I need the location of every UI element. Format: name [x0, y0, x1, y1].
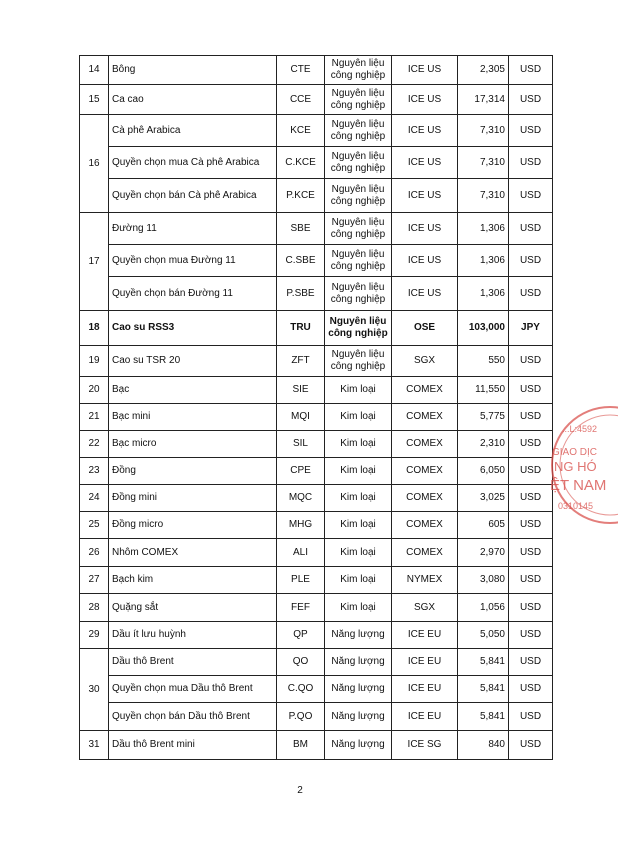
- row-number: 22: [80, 431, 109, 458]
- table-row: [80, 377, 553, 404]
- row-number: 17: [80, 213, 109, 311]
- commodity-group: Nguyên liệu công nghiệp: [325, 85, 392, 115]
- exchange-name: ICE US: [392, 277, 458, 311]
- table-row: [80, 277, 553, 311]
- commodity-code: P.KCE: [277, 179, 325, 213]
- margin-value: 103,000: [458, 311, 509, 346]
- commodity-code: MHG: [277, 512, 325, 539]
- commodity-code: QP: [277, 622, 325, 649]
- commodity-group: Năng lượng: [325, 622, 392, 649]
- commodity-group: Nguyên liệu công nghiệp: [325, 213, 392, 245]
- row-number: 18: [80, 311, 109, 346]
- margin-value: 2,970: [458, 539, 509, 567]
- table-row: [80, 731, 553, 760]
- commodity-group: Nguyên liệu công nghiệp: [325, 245, 392, 277]
- margin-value: 605: [458, 512, 509, 539]
- margin-value: 5,841: [458, 676, 509, 703]
- commodity-code: ZFT: [277, 346, 325, 377]
- commodity-group: Kim loại: [325, 458, 392, 485]
- page-number: 2: [297, 785, 303, 796]
- exchange-name: ICE US: [392, 147, 458, 179]
- commodity-code: KCE: [277, 115, 325, 147]
- row-number: 23: [80, 458, 109, 485]
- commodity-code: C.KCE: [277, 147, 325, 179]
- commodity-group: Kim loại: [325, 377, 392, 404]
- commodity-code: FEF: [277, 594, 325, 622]
- exchange-name: COMEX: [392, 431, 458, 458]
- commodity-group: Năng lượng: [325, 731, 392, 760]
- commodity-code: PLE: [277, 567, 325, 594]
- row-number: 20: [80, 377, 109, 404]
- currency-code: USD: [509, 485, 553, 512]
- exchange-name: COMEX: [392, 404, 458, 431]
- commodity-name: Đường 11: [109, 213, 277, 245]
- row-number: 16: [80, 115, 109, 213]
- currency-code: USD: [509, 539, 553, 567]
- currency-code: USD: [509, 703, 553, 731]
- commodity-code: CTE: [277, 56, 325, 85]
- table-row: [80, 458, 553, 485]
- margin-value: 5,841: [458, 649, 509, 676]
- exchange-name: COMEX: [392, 512, 458, 539]
- commodity-group: Năng lượng: [325, 676, 392, 703]
- commodity-code: C.SBE: [277, 245, 325, 277]
- row-number: 28: [80, 594, 109, 622]
- margin-value: 7,310: [458, 179, 509, 213]
- table-row: [80, 703, 553, 731]
- margin-value: 6,050: [458, 458, 509, 485]
- margin-value: 840: [458, 731, 509, 760]
- row-number: 24: [80, 485, 109, 512]
- table-row: [80, 431, 553, 458]
- margin-value: 17,314: [458, 85, 509, 115]
- currency-code: USD: [509, 213, 553, 245]
- commodity-name: Quyền chọn bán Dầu thô Brent: [109, 703, 277, 731]
- commodity-name: Quyền chọn mua Cà phê Arabica: [109, 147, 277, 179]
- exchange-name: OSE: [392, 311, 458, 346]
- exchange-name: COMEX: [392, 539, 458, 567]
- commodity-name: Quyền chọn mua Đường 11: [109, 245, 277, 277]
- commodity-group: Nguyên liệu công nghiệp: [325, 56, 392, 85]
- exchange-name: ICE US: [392, 85, 458, 115]
- commodity-group: Kim loại: [325, 594, 392, 622]
- currency-code: USD: [509, 431, 553, 458]
- commodity-code: C.QO: [277, 676, 325, 703]
- table-row: [80, 245, 553, 277]
- commodity-name: Quặng sắt: [109, 594, 277, 622]
- exchange-name: ICE SG: [392, 731, 458, 760]
- row-number: 21: [80, 404, 109, 431]
- exchange-name: ICE US: [392, 179, 458, 213]
- exchange-name: SGX: [392, 594, 458, 622]
- commodity-name: Cao su TSR 20: [109, 346, 277, 377]
- exchange-name: ICE EU: [392, 676, 458, 703]
- exchange-name: COMEX: [392, 377, 458, 404]
- commodity-name: Quyền chọn mua Dầu thô Brent: [109, 676, 277, 703]
- commodity-name: Bạc: [109, 377, 277, 404]
- exchange-name: SGX: [392, 346, 458, 377]
- row-number: 29: [80, 622, 109, 649]
- commodity-group: Năng lượng: [325, 649, 392, 676]
- table-row: [80, 311, 553, 346]
- commodity-name: Bông: [109, 56, 277, 85]
- table-row: [80, 512, 553, 539]
- margin-value: 7,310: [458, 147, 509, 179]
- margin-value: 2,305: [458, 56, 509, 85]
- commodity-name: Cà phê Arabica: [109, 115, 277, 147]
- row-number: 15: [80, 85, 109, 115]
- commodity-code: CPE: [277, 458, 325, 485]
- commodity-group: Kim loại: [325, 512, 392, 539]
- exchange-name: ICE US: [392, 115, 458, 147]
- currency-code: USD: [509, 649, 553, 676]
- commodity-code: MQC: [277, 485, 325, 512]
- table-row: [80, 115, 553, 147]
- currency-code: USD: [509, 147, 553, 179]
- commodity-code: SBE: [277, 213, 325, 245]
- table-row: [80, 346, 553, 377]
- commodity-group: Nguyên liệu công nghiệp: [325, 311, 392, 346]
- commodity-name: Ca cao: [109, 85, 277, 115]
- currency-code: USD: [509, 346, 553, 377]
- commodity-group: Nguyên liệu công nghiệp: [325, 147, 392, 179]
- seal-text: GIAO DỊC: [552, 447, 598, 458]
- exchange-name: COMEX: [392, 458, 458, 485]
- commodity-code: P.QO: [277, 703, 325, 731]
- commodity-code: ALI: [277, 539, 325, 567]
- commodity-group: Kim loại: [325, 539, 392, 567]
- commodity-name: Bạch kim: [109, 567, 277, 594]
- row-number: 26: [80, 539, 109, 567]
- margin-value: 11,550: [458, 377, 509, 404]
- commodity-code: SIL: [277, 431, 325, 458]
- commodity-code: TRU: [277, 311, 325, 346]
- table-row: [80, 56, 553, 85]
- margin-value: 1,306: [458, 213, 509, 245]
- currency-code: JPY: [509, 311, 553, 346]
- exchange-name: ICE EU: [392, 622, 458, 649]
- commodity-code: P.SBE: [277, 277, 325, 311]
- commodity-code: BM: [277, 731, 325, 760]
- commodity-group: Nguyên liệu công nghiệp: [325, 179, 392, 213]
- exchange-name: NYMEX: [392, 567, 458, 594]
- currency-code: USD: [509, 567, 553, 594]
- margin-value: 1,306: [458, 277, 509, 311]
- currency-code: USD: [509, 594, 553, 622]
- margin-value: 3,025: [458, 485, 509, 512]
- seal-graphic: [548, 405, 618, 525]
- table-row: [80, 567, 553, 594]
- commodity-table: [79, 55, 553, 760]
- currency-code: USD: [509, 277, 553, 311]
- commodity-group: Nguyên liệu công nghiệp: [325, 277, 392, 311]
- commodity-name: Nhôm COMEX: [109, 539, 277, 567]
- row-number: 30: [80, 649, 109, 731]
- exchange-name: COMEX: [392, 485, 458, 512]
- margin-value: 550: [458, 346, 509, 377]
- commodity-group: Kim loại: [325, 485, 392, 512]
- currency-code: USD: [509, 377, 553, 404]
- exchange-name: ICE EU: [392, 703, 458, 731]
- margin-value: 2,310: [458, 431, 509, 458]
- currency-code: USD: [509, 731, 553, 760]
- seal-text: NG HÓ: [554, 459, 597, 474]
- exchange-name: ICE US: [392, 245, 458, 277]
- row-number: 25: [80, 512, 109, 539]
- commodity-code: SIE: [277, 377, 325, 404]
- commodity-name: Quyền chọn bán Cà phê Arabica: [109, 179, 277, 213]
- commodity-name: Bạc mini: [109, 404, 277, 431]
- red-seal-stamp: [548, 405, 618, 525]
- commodity-name: Cao su RSS3: [109, 311, 277, 346]
- commodity-name: Quyền chọn bán Đường 11: [109, 277, 277, 311]
- table-row: [80, 622, 553, 649]
- margin-value: 7,310: [458, 115, 509, 147]
- margin-value: 5,841: [458, 703, 509, 731]
- margin-value: 1,306: [458, 245, 509, 277]
- margin-value: 5,050: [458, 622, 509, 649]
- row-number: 14: [80, 56, 109, 85]
- margin-value: 3,080: [458, 567, 509, 594]
- commodity-group: Kim loại: [325, 404, 392, 431]
- commodity-name: Đồng: [109, 458, 277, 485]
- seal-text: ỆT NAM: [550, 477, 607, 494]
- exchange-name: ICE US: [392, 56, 458, 85]
- table-row: [80, 147, 553, 179]
- row-number: 27: [80, 567, 109, 594]
- commodity-group: Năng lượng: [325, 703, 392, 731]
- row-number: 31: [80, 731, 109, 760]
- commodity-code: CCE: [277, 85, 325, 115]
- table-row: [80, 676, 553, 703]
- table-row: [80, 539, 553, 567]
- commodity-name: Dầu ít lưu huỳnh: [109, 622, 277, 649]
- commodity-name: Đồng micro: [109, 512, 277, 539]
- currency-code: USD: [509, 622, 553, 649]
- commodity-name: Bạc micro: [109, 431, 277, 458]
- row-number: 19: [80, 346, 109, 377]
- exchange-name: ICE EU: [392, 649, 458, 676]
- exchange-name: ICE US: [392, 213, 458, 245]
- currency-code: USD: [509, 179, 553, 213]
- currency-code: USD: [509, 245, 553, 277]
- seal-text: 0310145: [558, 501, 594, 511]
- commodity-group: Kim loại: [325, 431, 392, 458]
- currency-code: USD: [509, 458, 553, 485]
- currency-code: USD: [509, 676, 553, 703]
- table-row: [80, 594, 553, 622]
- margin-value: 5,775: [458, 404, 509, 431]
- commodity-group: Nguyên liệu công nghiệp: [325, 346, 392, 377]
- table-row: [80, 404, 553, 431]
- table-row: [80, 649, 553, 676]
- commodity-table-body: [80, 56, 553, 760]
- currency-code: USD: [509, 56, 553, 85]
- currency-code: USD: [509, 115, 553, 147]
- commodity-name: Đồng mini: [109, 485, 277, 512]
- table-row: [80, 213, 553, 245]
- seal-text: ...L:4592: [562, 424, 598, 434]
- commodity-code: QO: [277, 649, 325, 676]
- commodity-name: Dầu thô Brent: [109, 649, 277, 676]
- commodity-code: MQI: [277, 404, 325, 431]
- currency-code: USD: [509, 404, 553, 431]
- table-row: [80, 485, 553, 512]
- table-row: [80, 85, 553, 115]
- commodity-group: Nguyên liệu công nghiệp: [325, 115, 392, 147]
- currency-code: USD: [509, 512, 553, 539]
- commodity-group: Kim loại: [325, 567, 392, 594]
- commodity-name: Dầu thô Brent mini: [109, 731, 277, 760]
- table-row: [80, 179, 553, 213]
- currency-code: USD: [509, 85, 553, 115]
- margin-value: 1,056: [458, 594, 509, 622]
